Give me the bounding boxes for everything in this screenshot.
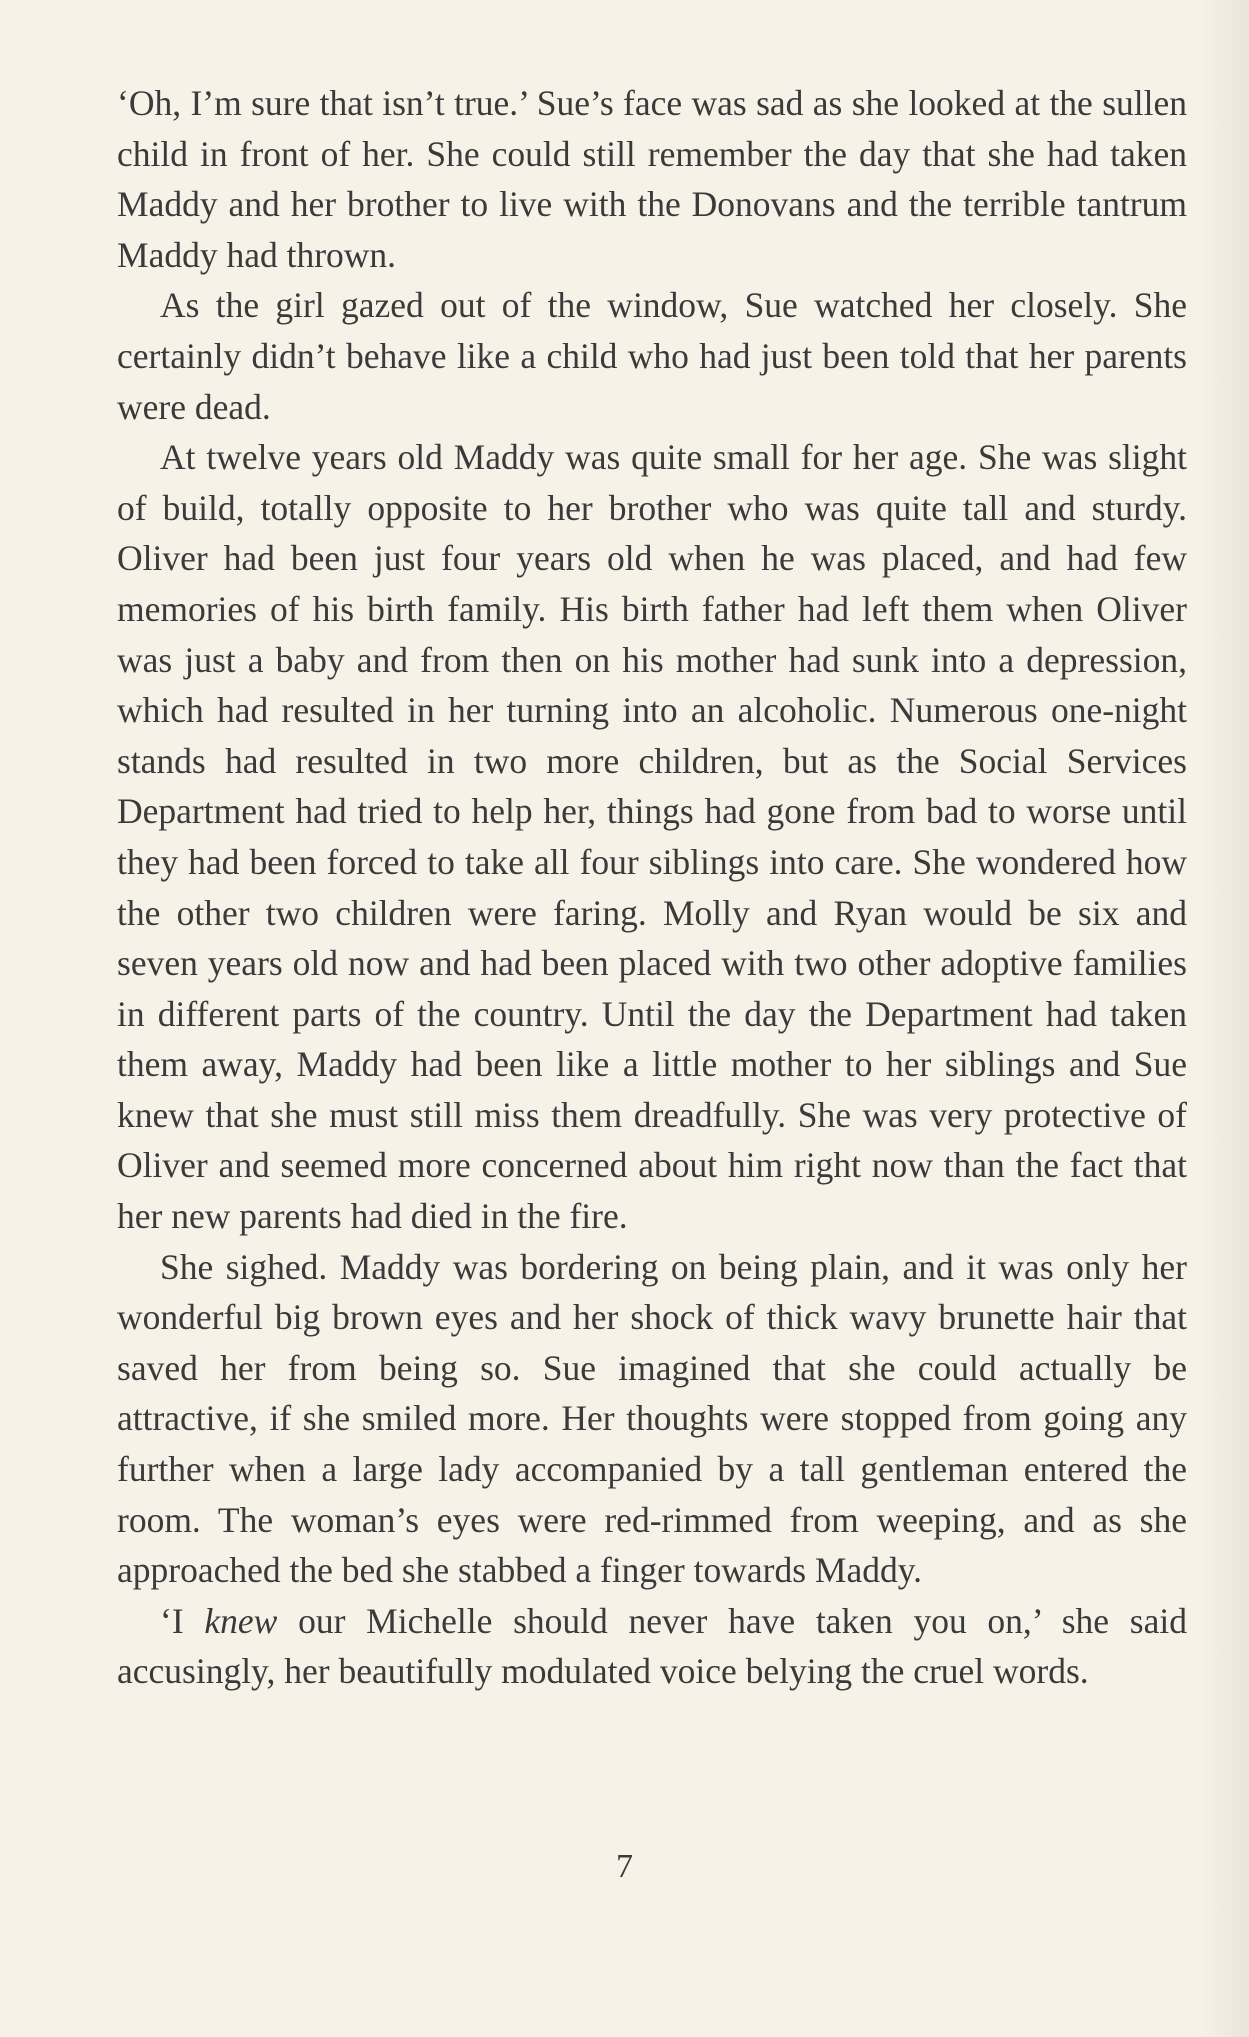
page-gutter-shadow (1199, 0, 1249, 2037)
emphasized-word: knew (204, 1600, 278, 1641)
body-text (117, 78, 1187, 1697)
paragraph-rest: our Michelle should never have taken you on,’ she said accusingly, her beautifully modulated voice belying the cruel words. (117, 1600, 1187, 1692)
page-number: 7 (616, 1848, 633, 1885)
paragraph: As the girl gazed out of the window, Sue watched her closely. She certainly didn’t behave like a child who had just been told that her parents were dead. (117, 285, 1187, 427)
paragraph: ‘Oh, I’m sure that isn’t true.’ Sue’s face was sad as she looked at the sullen child in front of her. She could still remember the day that she had taken Maddy and her brother to live with the Donovans and the terrible tantrum Maddy had thrown. (117, 83, 1187, 275)
paragraph: At twelve years old Maddy was quite small for her age. She was slight of build, totally opposite to her brother who was quite tall and sturdy. Oliver had been just four years old when he was placed, and had few memories of his birth family. His birth father had left them when Oliver was just a baby and from then on his mother had sunk into a depression, which had resulted in her turning into an alcoholic. Numerous one-night stands had resulted in two more children, but as the Social Services Department had tried to help her, things had gone from bad to worse until they had been forced to take all four siblings into care. She wondered how the other two children were faring. Molly and Ryan would be six and seven years old now and had been placed with two other adoptive families in different parts of the country. Until the day the Department had taken them away, Maddy had been like a little mother to her siblings and Sue knew that she must still miss them dreadfully. She was very protective of Oliver and seemed more concerned about him right now than the fact that her new parents had died in the fire. (117, 437, 1187, 1237)
paragraph: She sighed. Maddy was bordering on being plain, and it was only her wonderful big brown eyes and her shock of thick wavy brunette hair that saved her from being so. Sue imagined that she could actually be attractive, if she smiled more. Her thoughts were stopped from going any further when a large lady accompanied by a tall gentleman entered the room. The woman’s eyes were red-rimmed from weeping, and as she approached the bed she stabbed a finger towards Maddy. (117, 1246, 1187, 1591)
paragraph-lead: ‘I (160, 1600, 205, 1641)
paragraph (117, 1596, 1187, 1697)
